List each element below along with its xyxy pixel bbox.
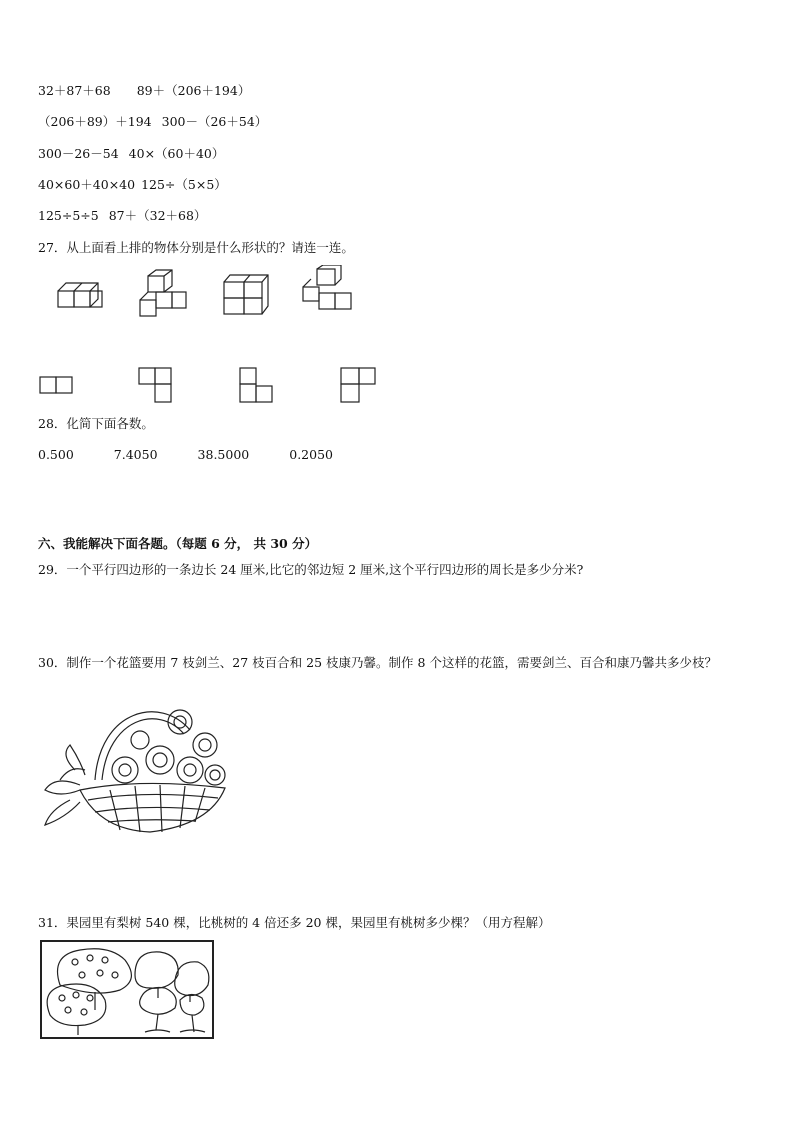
expression: 125÷（5×5） xyxy=(141,177,227,192)
expression-row-1 xyxy=(38,83,250,99)
top-view-shape-4 xyxy=(339,366,379,406)
expression: 40×（60＋40） xyxy=(128,146,225,161)
expression: 87＋（32＋68） xyxy=(108,208,207,223)
expression: （206＋89）＋194 xyxy=(38,114,152,129)
cube-figure-4 xyxy=(297,265,357,320)
question-31: 31．果园里有梨树 540 棵，比桃树的 4 倍还多 20 棵，果园里有桃树多少棵？（用方程解） xyxy=(38,915,551,930)
expression: 89＋（206＋194） xyxy=(136,83,251,98)
decimal-number: 0.500 xyxy=(38,447,74,462)
cube-figure-2 xyxy=(132,268,192,323)
top-view-shape-3 xyxy=(238,366,278,406)
expression: 300－26－54 xyxy=(38,146,119,161)
top-view-shape-1 xyxy=(38,375,78,399)
expression: 300－（26＋54） xyxy=(161,114,268,129)
decimal-list xyxy=(38,447,333,463)
question-30: 30．制作一个花篮要用 7 枝剑兰、27 枝百合和 25 枝康乃馨。制作 8 个这样的花篮，需要剑兰、百合和康乃馨共多少枝？ xyxy=(38,655,717,670)
decimal-number: 0.2050 xyxy=(289,447,333,462)
orchard-illustration xyxy=(40,940,215,1040)
question-29: 29．一个平行四边形的一条边长 24 厘米,比它的邻边短 2 厘米,这个平行四边形的周长是多少分米? xyxy=(38,562,584,577)
expression-row-4 xyxy=(38,177,227,193)
expression-row-3 xyxy=(38,146,224,162)
expression-row-5 xyxy=(38,208,206,224)
section-title: 六、我能解决下面各题。（每题 6 分， 共 30 分） xyxy=(38,536,318,551)
expression: 32＋87＋68 xyxy=(38,83,111,98)
top-view-shape-2 xyxy=(137,366,177,406)
decimal-number: 7.4050 xyxy=(113,447,158,462)
cube-figure-1 xyxy=(50,275,110,325)
expression: 40×60＋40×40 xyxy=(38,177,136,192)
flower-basket-illustration xyxy=(40,690,235,840)
decimal-number: 38.5000 xyxy=(197,447,250,462)
cube-figure-3 xyxy=(218,270,278,320)
question-27: 27．从上面看上排的物体分别是什么形状的？请连一连。 xyxy=(38,240,354,255)
expression-row-2 xyxy=(38,114,267,130)
expression: 125÷5÷5 xyxy=(38,208,99,223)
question-28: 28．化简下面各数。 xyxy=(38,416,154,431)
